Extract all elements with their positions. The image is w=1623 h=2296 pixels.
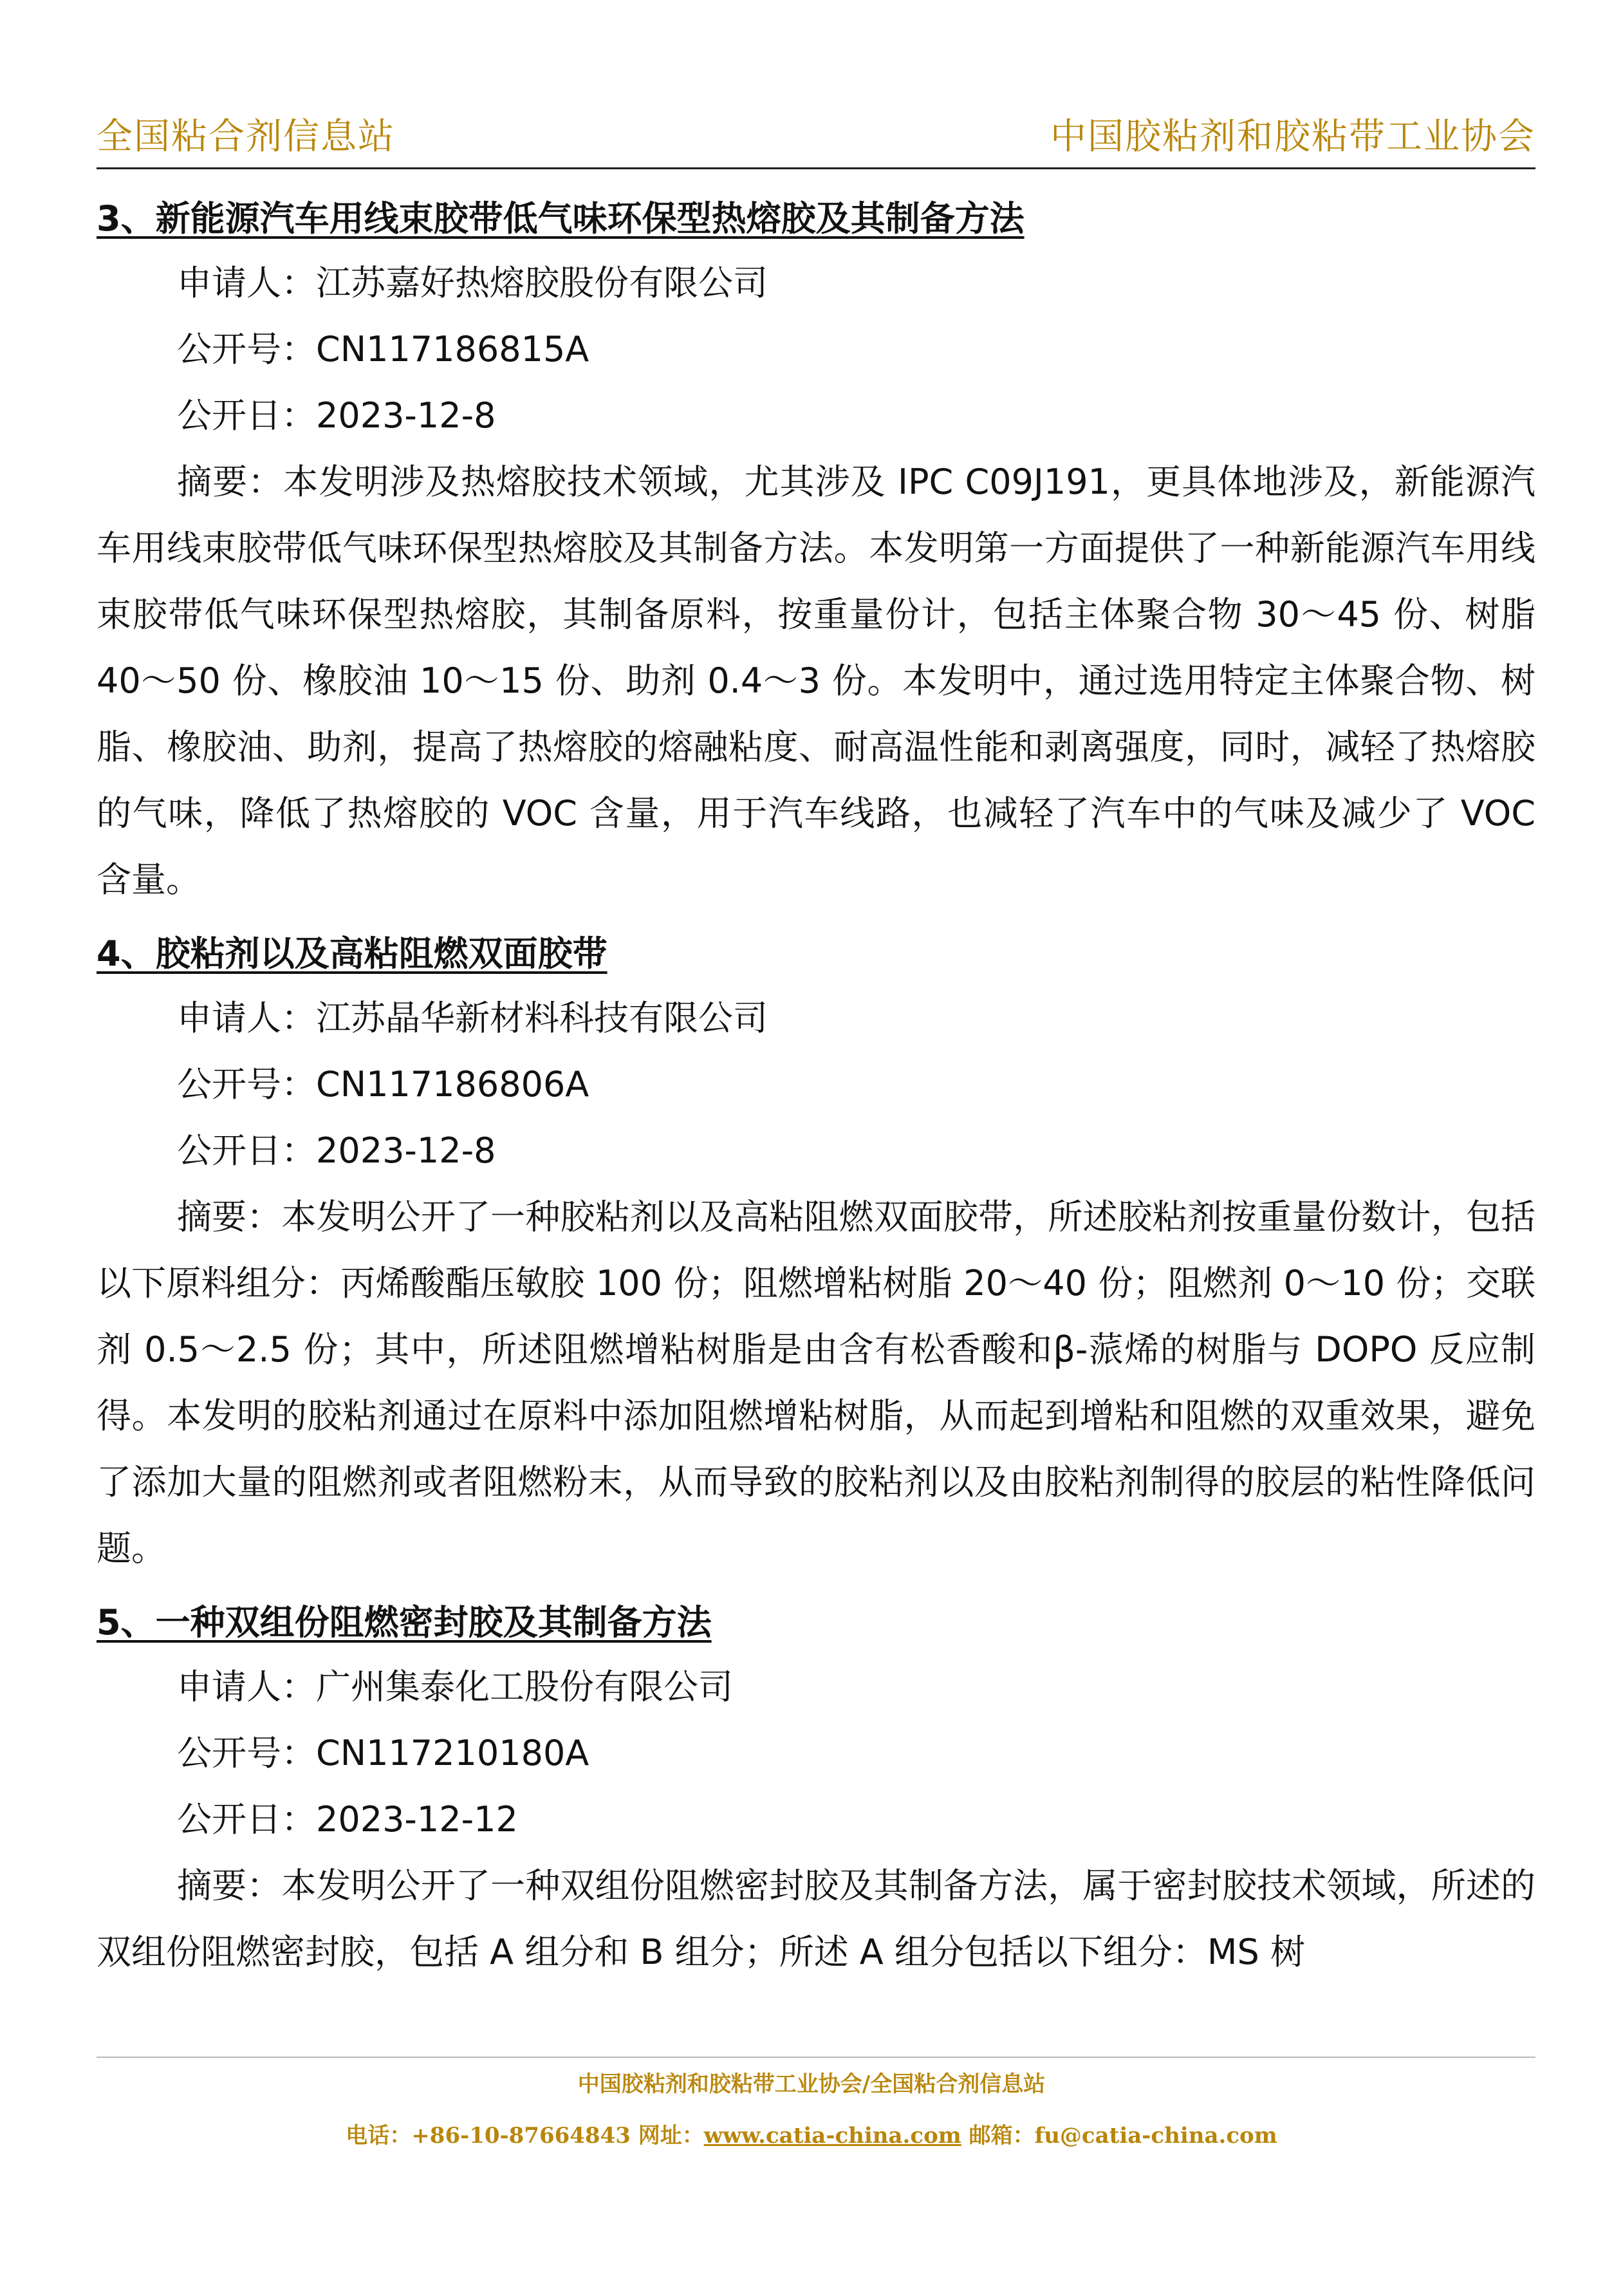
footer-contact	[0, 2118, 1623, 2149]
publication-date-field: 公开日：2023-12-12	[177, 1799, 518, 1840]
patent-section	[97, 188, 1535, 913]
applicant-field: 申请人：广州集泰化工股份有限公司	[177, 1666, 733, 1707]
header-site-name: 全国粘合剂信息站	[97, 116, 395, 158]
abstract-paragraph: 摘要：本发明公开了一种双组份阻燃密封胶及其制备方法，属于密封胶技术领域，所述的双组份阻燃密封胶，包括 A 组分和 B 组分；所述 A 组分包括以下组分：MS 树	[97, 1865, 1535, 1972]
patent-section	[97, 1592, 1535, 1985]
header-association-name: 中国胶粘剂和胶粘带工业协会	[1050, 116, 1535, 158]
publication-date-field: 公开日：2023-12-8	[177, 395, 496, 436]
document-body	[97, 188, 1535, 1985]
abstract-paragraph: 摘要：本发明涉及热熔胶技术领域，尤其涉及 IPC C09J191，更具体地涉及，新能源汽车用线束胶带低气味环保型热熔胶及其制备方法。本发明第一方面提供了一种新能源汽车用线束胶带低气味环保型热熔胶，其制备原料，按重量份计，包括主体聚合物 30～45 份、树脂 40～50 份、橡胶油 10～15 份、助剂 0.4～3 份。本发明中，通过选用特定主体聚合物、树脂、橡胶油、助剂，提高了热熔胶的熔融粘度、耐高温性能和剥离强度，同时，减轻了热熔胶的气味，降低了热熔胶的 VOC 含量，用于汽车线路，也减轻了汽车中的气味及减少了 VOC 含量。	[97, 462, 1535, 900]
publication-number-field: 公开号：CN117186815A	[177, 329, 589, 369]
abstract-paragraph: 摘要：本发明公开了一种胶粘剂以及高粘阻燃双面胶带，所述胶粘剂按重量份数计，包括以下原料组分：丙烯酸酯压敏胶 100 份；阻燃增粘树脂 20～40 份；阻燃剂 0～10 份；交联剂 0.5～2.5 份；其中，所述阻燃增粘树脂是由含有松香酸和β-蒎烯的树脂与 DOPO 反应制得。本发明的胶粘剂通过在原料中添加阻燃增粘树脂，从而起到增粘和阻燃的双重效果，避免了添加大量的阻燃剂或者阻燃粉末，从而导致的胶粘剂以及由胶粘剂制得的胶层的粘性降低问题。	[97, 1197, 1535, 1569]
section-title: 4、胶粘剂以及高粘阻燃双面胶带	[97, 933, 607, 974]
footer-divider	[97, 2057, 1535, 2058]
publication-date-field: 公开日：2023-12-8	[177, 1130, 496, 1171]
applicant-field: 申请人：江苏晶华新材料科技有限公司	[177, 998, 768, 1038]
footer-email: 邮箱：fu@catia-china.com	[961, 2123, 1277, 2149]
footer-phone: 电话：+86-10-87664843 网址：	[346, 2123, 704, 2149]
section-title: 5、一种双组份阻燃密封胶及其制备方法	[97, 1602, 712, 1643]
publication-number-field: 公开号：CN117186806A	[177, 1064, 589, 1105]
footer-organization: 中国胶粘剂和胶粘带工业协会/全国粘合剂信息站	[577, 2071, 1046, 2097]
applicant-field: 申请人：江苏嘉好热熔胶股份有限公司	[177, 263, 768, 303]
section-title: 3、新能源汽车用线束胶带低气味环保型热熔胶及其制备方法	[97, 198, 1025, 239]
publication-number-field: 公开号：CN117210180A	[177, 1733, 589, 1773]
page-header	[97, 116, 1535, 169]
footer-website-link[interactable]: www.catia-china.com	[703, 2123, 961, 2149]
patent-section	[97, 923, 1535, 1582]
